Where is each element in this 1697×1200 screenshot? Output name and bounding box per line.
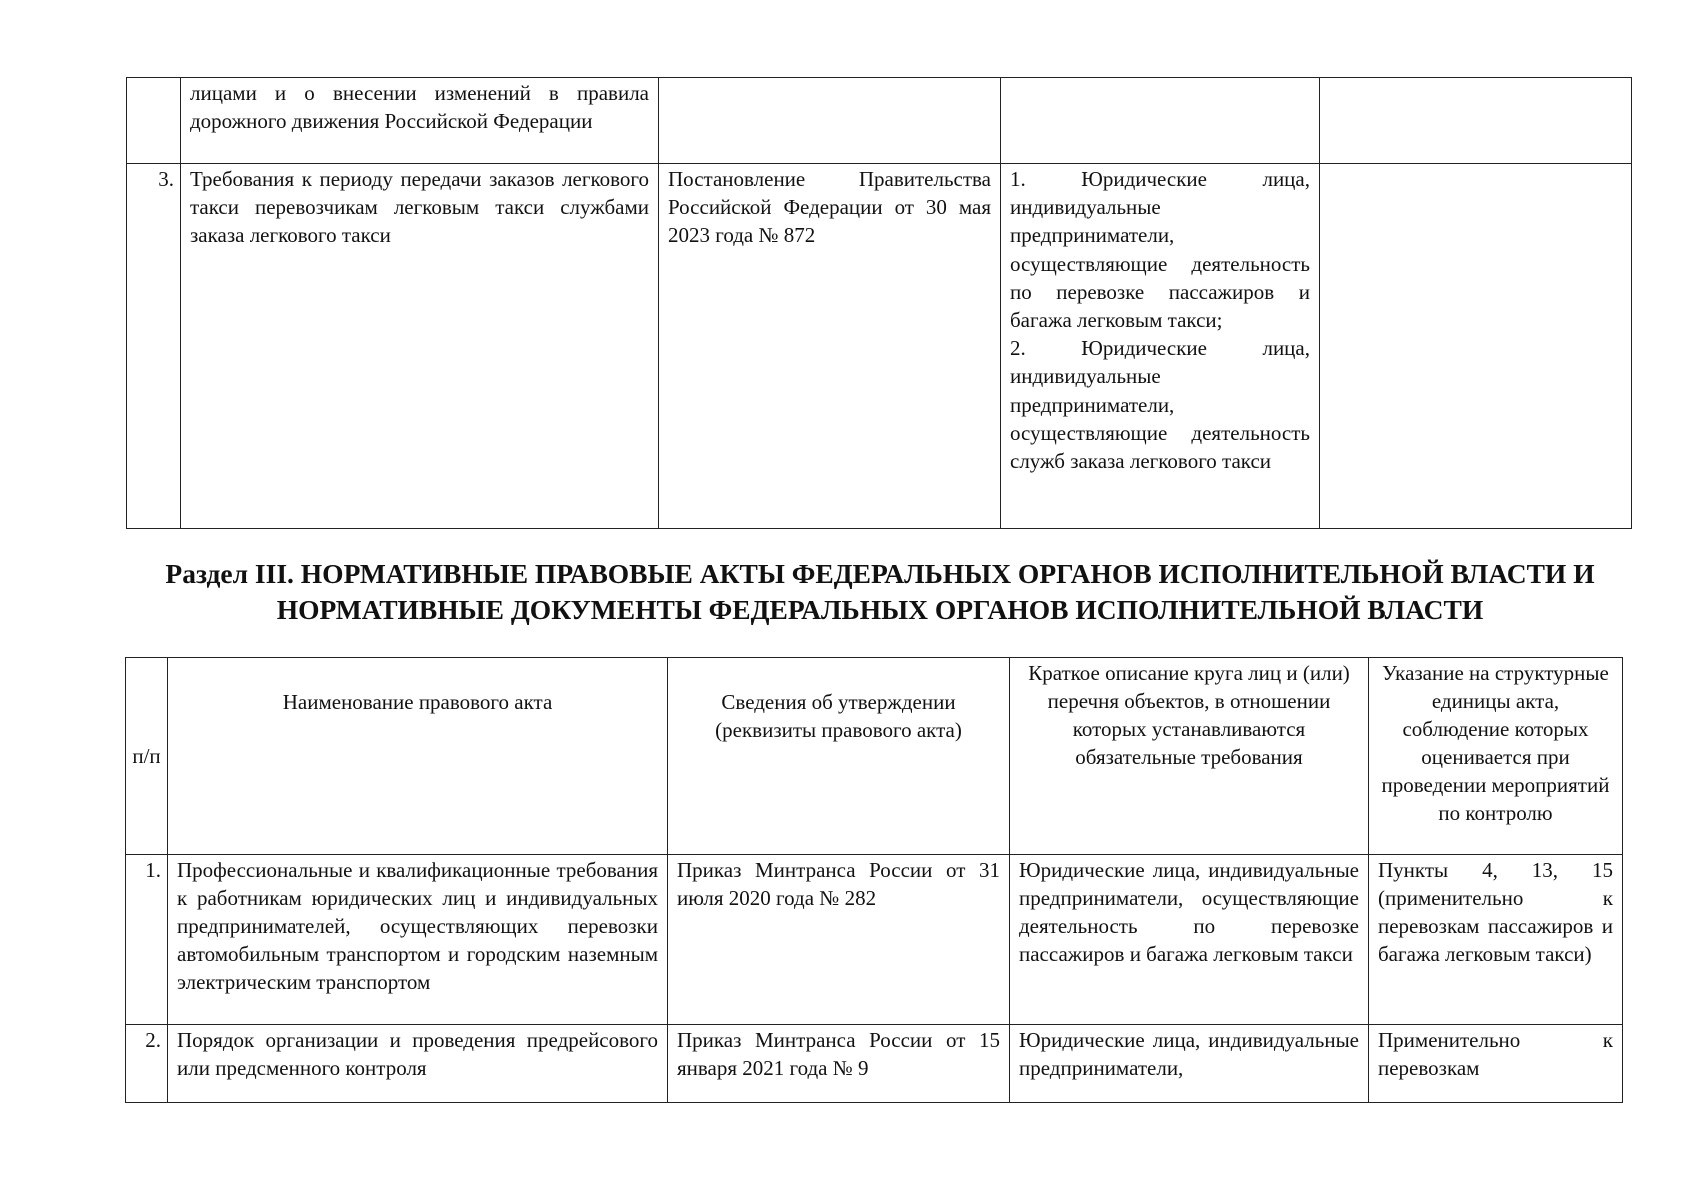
scope-item-1: 1. Юридические лица, индивидуальные предприниматели, осуществляющие деятельность по перевозке пассажиров и багажа легковым такси;	[1010, 167, 1310, 333]
structural-units-cell: Применительно к перевозкам	[1369, 1025, 1623, 1103]
table-row	[126, 1025, 1623, 1103]
table-row	[127, 78, 1632, 164]
table-row	[127, 164, 1632, 529]
header-number: п/п	[126, 658, 168, 855]
section-heading-line-1: Раздел III. НОРМАТИВНЫЕ ПРАВОВЫЕ АКТЫ ФЕДЕРАЛЬНЫХ ОРГАНОВ ИСПОЛНИТЕЛЬНОЙ ВЛАСТИ И	[165, 558, 1595, 589]
approval-cell	[659, 78, 1001, 164]
scope-item-2: 2. Юридические лица, индивидуальные предприниматели, осуществляющие деятельность служб заказа легкового такси	[1010, 336, 1310, 474]
continued-requirements-table	[126, 77, 1632, 529]
row-number: 2.	[126, 1025, 168, 1103]
header-act-name	[168, 658, 668, 855]
approval-cell: Приказ Минтранса России от 15 января 2021 года № 9	[668, 1025, 1010, 1103]
scope-cell: Юридические лица, индивидуальные предприниматели, осуществляющие деятельность по перевозке пассажиров и багажа легковым такси	[1010, 855, 1369, 1025]
section-heading-line-2: НОРМАТИВНЫЕ ДОКУМЕНТЫ ФЕДЕРАЛЬНЫХ ОРГАНОВ ИСПОЛНИТЕЛЬНОЙ ВЛАСТИ	[276, 594, 1484, 625]
approval-cell: Постановление Правительства Российской Федерации от 30 мая 2023 года № 872	[659, 164, 1001, 529]
table-header-row	[126, 658, 1623, 855]
table-row	[126, 855, 1623, 1025]
header-structural-units: Указание на структурные единицы акта, соблюдение которых оценивается при проведении мероприятий по контролю	[1369, 658, 1623, 855]
act-name-cell: Требования к периоду передачи заказов легкового такси перевозчикам легковым такси службами заказа легкового такси	[181, 164, 659, 529]
structural-units-cell: Пункты 4, 13, 15 (применительно к перевозкам пассажиров и багажа легковым такси)	[1369, 855, 1623, 1025]
scope-cell	[1001, 164, 1320, 529]
act-name-cell: лицами и о внесении изменений в правила дорожного движения Российской Федерации	[181, 78, 659, 164]
act-name-cell: Порядок организации и проведения предрейсового или предсменного контроля	[168, 1025, 668, 1103]
header-approval-label: Сведения об утверждении (реквизиты правового акта)	[715, 690, 962, 742]
row-number: 1.	[126, 855, 168, 1025]
scope-cell	[1001, 78, 1320, 164]
structural-units-cell	[1320, 164, 1632, 529]
act-name-cell: Профессиональные и квалификационные требования к работникам юридических лиц и индивидуальных предпринимателей, осуществляющих перевозки автомобильным транспортом и городским наземным электрическим транспортом	[168, 855, 668, 1025]
header-scope: Краткое описание круга лиц и (или) перечня объектов, в отношении которых устанавливаются обязательные требования	[1010, 658, 1369, 855]
section-heading	[120, 556, 1640, 628]
header-approval	[668, 658, 1010, 855]
approval-cell: Приказ Минтранса России от 31 июля 2020 года № 282	[668, 855, 1010, 1025]
row-number	[127, 78, 181, 164]
federal-acts-table	[125, 657, 1623, 1103]
row-number: 3.	[127, 164, 181, 529]
header-act-name-label: Наименование правового акта	[282, 690, 553, 714]
structural-units-cell	[1320, 78, 1632, 164]
scope-cell: Юридические лица, индивидуальные предприниматели,	[1010, 1025, 1369, 1103]
